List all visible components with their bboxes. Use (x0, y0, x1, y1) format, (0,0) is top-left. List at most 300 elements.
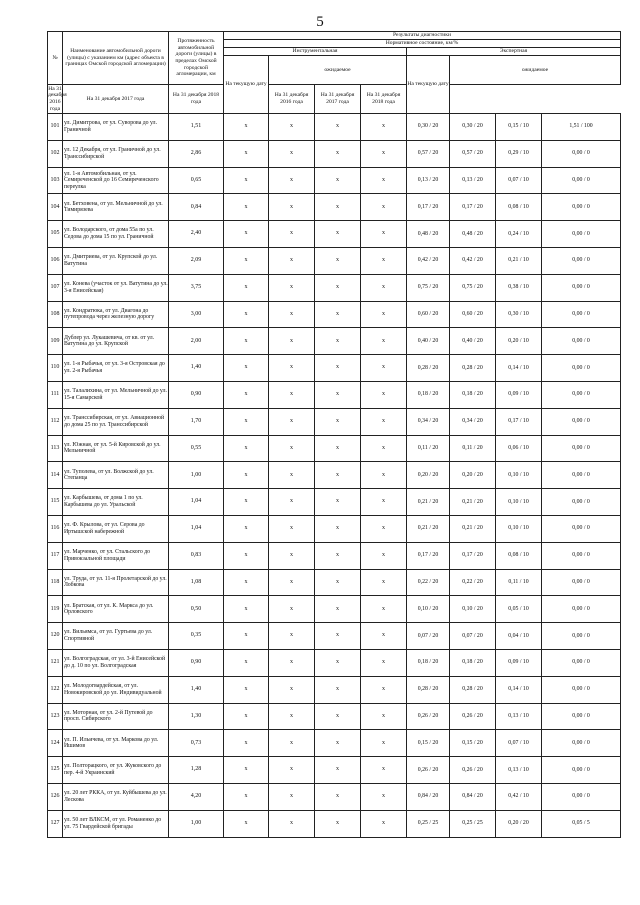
instr-current: x (224, 328, 269, 355)
expert-2016: 0,42 / 20 (450, 247, 496, 274)
expert-current: 0,21 / 20 (407, 515, 450, 542)
instr-2017: x (315, 649, 361, 676)
instr-current: x (224, 810, 269, 837)
road-name: ул. Димитрова, от ул. Суворова до ул. Граничной (63, 114, 169, 141)
instr-current: x (224, 435, 269, 462)
expert-2016: 0,40 / 20 (450, 328, 496, 355)
road-length: 3,75 (169, 274, 224, 301)
road-length: 3,00 (169, 301, 224, 328)
expert-2018: 0,00 / 0 (542, 274, 621, 301)
instr-2016: x (269, 355, 315, 382)
row-number: 122 (48, 676, 63, 703)
instr-current: x (224, 649, 269, 676)
instr-current: x (224, 408, 269, 435)
expert-2018: 0,00 / 0 (542, 140, 621, 167)
row-number: 112 (48, 408, 63, 435)
row-number: 105 (48, 221, 63, 248)
instr-2018: x (361, 649, 407, 676)
road-length: 1,40 (169, 676, 224, 703)
row-number: 119 (48, 596, 63, 623)
instr-2017: x (315, 783, 361, 810)
expert-2016: 0,11 / 20 (450, 435, 496, 462)
road-name: ул. 12 Декабря, от ул. Граничной до ул. Транссибирской (63, 140, 169, 167)
road-name: ул. Транссибирская, от ул. Авиационной до дома 25 по ул. Транссибирской (63, 408, 169, 435)
row-number: 120 (48, 623, 63, 650)
instr-current: x (224, 221, 269, 248)
header-number: № (48, 32, 63, 85)
instr-2016: x (269, 381, 315, 408)
table-row (48, 649, 621, 676)
instr-current: x (224, 542, 269, 569)
instr-2018: x (361, 247, 407, 274)
expert-2017: 0,09 / 10 (496, 649, 542, 676)
expert-2018: 0,00 / 0 (542, 623, 621, 650)
expert-current: 0,17 / 20 (407, 542, 450, 569)
expert-2018: 0,00 / 0 (542, 408, 621, 435)
expert-2017: 0,13 / 10 (496, 703, 542, 730)
instr-2018: x (361, 623, 407, 650)
expert-current: 0,40 / 20 (407, 328, 450, 355)
expert-2016: 0,60 / 20 (450, 301, 496, 328)
table-row (48, 355, 621, 382)
instr-2018: x (361, 783, 407, 810)
instr-2016: x (269, 489, 315, 516)
instr-2016: x (269, 194, 315, 221)
row-number: 101 (48, 114, 63, 141)
instr-current: x (224, 757, 269, 784)
table-row (48, 435, 621, 462)
instr-2018: x (361, 489, 407, 516)
table-row (48, 221, 621, 248)
road-name: ул. Моторная, от ул. 2-й Путевой до просп. Сибирского (63, 703, 169, 730)
expert-2016: 0,84 / 20 (450, 783, 496, 810)
road-name: ул. Волгоградская, от ул. 3-й Енисейской до д. 10 по ул. Волгоградская (63, 649, 169, 676)
expert-2018: 0,00 / 0 (542, 221, 621, 248)
instr-2016: x (269, 596, 315, 623)
expert-current: 0,11 / 20 (407, 435, 450, 462)
instr-2017: x (315, 408, 361, 435)
expert-2017: 0,14 / 10 (496, 355, 542, 382)
road-name: ул. 1-я Рыбачья, от ул. 3-я Островская до ул. 2-я Рыбачья (63, 355, 169, 382)
instr-2017: x (315, 730, 361, 757)
table-row (48, 542, 621, 569)
expert-2016: 0,17 / 20 (450, 542, 496, 569)
expert-2017: 0,10 / 10 (496, 515, 542, 542)
instr-current: x (224, 462, 269, 489)
expert-2018: 0,00 / 0 (542, 515, 621, 542)
row-number: 104 (48, 194, 63, 221)
road-name: ул. Братская, от ул. К. Маркса до ул. Орловского (63, 596, 169, 623)
table-row (48, 489, 621, 516)
expert-2017: 0,06 / 10 (496, 435, 542, 462)
expert-2017: 0,29 / 10 (496, 140, 542, 167)
instr-2017: x (315, 596, 361, 623)
table-row (48, 810, 621, 837)
expert-2016: 0,28 / 20 (450, 355, 496, 382)
instr-2018: x (361, 381, 407, 408)
instr-2018: x (361, 301, 407, 328)
header-results: Результаты диагностики (224, 32, 621, 40)
road-name: ул. 20 лет РККА, от ул. Куйбышева до ул. Лескова (63, 783, 169, 810)
expert-2017: 0,07 / 10 (496, 730, 542, 757)
instr-current: x (224, 569, 269, 596)
header-instr-2016: На 31 декабря 2016 года (48, 85, 67, 112)
expert-2016: 0,25 / 25 (450, 810, 496, 837)
road-length: 2,09 (169, 247, 224, 274)
expert-2018: 0,00 / 0 (542, 730, 621, 757)
expert-2017: 0,38 / 10 (496, 274, 542, 301)
header-instr-current: На текущую дату (224, 56, 269, 114)
expert-current: 0,60 / 20 (407, 301, 450, 328)
expert-2017: 0,07 / 10 (496, 167, 542, 194)
expert-2017: 0,13 / 10 (496, 757, 542, 784)
road-length: 0,83 (169, 542, 224, 569)
road-length: 0,90 (169, 649, 224, 676)
instr-2018: x (361, 221, 407, 248)
instr-2016: x (269, 167, 315, 194)
table-row (48, 596, 621, 623)
instr-2018: x (361, 435, 407, 462)
expert-2017: 0,17 / 10 (496, 408, 542, 435)
instr-current: x (224, 676, 269, 703)
row-number: 117 (48, 542, 63, 569)
expert-2017: 0,08 / 10 (496, 194, 542, 221)
instr-2017: x (315, 167, 361, 194)
expert-2017: 0,10 / 10 (496, 462, 542, 489)
road-length: 1,30 (169, 703, 224, 730)
expert-current: 0,28 / 20 (407, 676, 450, 703)
table-row (48, 247, 621, 274)
expert-2016: 0,34 / 20 (450, 408, 496, 435)
expert-2016: 0,10 / 20 (450, 596, 496, 623)
table-row (48, 114, 621, 141)
instr-2017: x (315, 355, 361, 382)
expert-current: 0,30 / 20 (407, 114, 450, 141)
road-name: ул. Марченко, от ул. Стальского до Привокзальной площади (63, 542, 169, 569)
expert-2018: 0,00 / 0 (542, 676, 621, 703)
road-length: 0,84 (169, 194, 224, 221)
instr-current: x (224, 730, 269, 757)
road-name: Дублер ул. Лукашевича, от кв. от ул. Ватутина до ул. Крупской (63, 328, 169, 355)
table-row (48, 194, 621, 221)
instr-current: x (224, 355, 269, 382)
instr-2016: x (269, 408, 315, 435)
road-length: 1,51 (169, 114, 224, 141)
instr-2016: x (269, 730, 315, 757)
expert-current: 0,84 / 20 (407, 783, 450, 810)
instr-2017: x (315, 194, 361, 221)
road-length: 1,40 (169, 355, 224, 382)
header-length: Протяженность автомобильной дороги (улицы) в пределах Омской городской агломерации, км (169, 32, 224, 85)
expert-2017: 0,10 / 10 (496, 489, 542, 516)
instr-2016: x (269, 757, 315, 784)
instr-current: x (224, 274, 269, 301)
table-row (48, 462, 621, 489)
road-length: 1,28 (169, 757, 224, 784)
header-exp-2016: На 31 декабря 2016 года (269, 85, 315, 114)
instr-2018: x (361, 810, 407, 837)
expert-current: 0,18 / 20 (407, 381, 450, 408)
expert-2018: 0,00 / 0 (542, 757, 621, 784)
instr-2018: x (361, 596, 407, 623)
instr-current: x (224, 247, 269, 274)
instr-2016: x (269, 649, 315, 676)
road-length: 1,08 (169, 569, 224, 596)
instr-2018: x (361, 140, 407, 167)
instr-2017: x (315, 703, 361, 730)
expert-2018: 0,00 / 0 (542, 489, 621, 516)
expert-current: 0,20 / 20 (407, 462, 450, 489)
instr-2017: x (315, 247, 361, 274)
road-name: ул. 1-я Автомобильная, от ул. Семиреченской до 16 Семиреченского переулка (63, 167, 169, 194)
road-length: 1,00 (169, 810, 224, 837)
road-name: ул. Полторацкого, от ул. Жуковского до пер. 4-й Украинский (63, 757, 169, 784)
expert-2016: 0,20 / 20 (450, 462, 496, 489)
header-normative: Нормативное состояние, км/% (224, 40, 621, 48)
table-row (48, 730, 621, 757)
instr-2018: x (361, 408, 407, 435)
instr-2017: x (315, 301, 361, 328)
instr-2016: x (269, 542, 315, 569)
road-length: 0,55 (169, 435, 224, 462)
row-number: 113 (48, 435, 63, 462)
expert-2018: 0,00 / 0 (542, 381, 621, 408)
table-row (48, 623, 621, 650)
road-name: ул. Туполева, от ул. Волжской до ул. Степанца (63, 462, 169, 489)
road-length: 0,73 (169, 730, 224, 757)
expert-2018: 0,00 / 0 (542, 569, 621, 596)
expert-2018: 0,00 / 0 (542, 703, 621, 730)
row-number: 103 (48, 167, 63, 194)
instr-2017: x (315, 569, 361, 596)
road-name: ул. Дмитриева, от ул. Крупской до ул. Ватутина (63, 247, 169, 274)
expert-2018: 0,05 / 5 (542, 810, 621, 837)
header-exp-expected: ожидаемое (450, 56, 621, 85)
row-number: 124 (48, 730, 63, 757)
instr-current: x (224, 114, 269, 141)
road-name: ул. П. Ильичева, от ул. Маркова до ул. Ишимов (63, 730, 169, 757)
instr-2017: x (315, 462, 361, 489)
header-exp-current: На текущую дату (407, 56, 450, 114)
expert-2018: 0,00 / 0 (542, 194, 621, 221)
instr-2018: x (361, 355, 407, 382)
header-expert: Экспертная (407, 48, 621, 56)
expert-current: 0,34 / 20 (407, 408, 450, 435)
road-name: ул. Кондратюка, от ул. Диагона до путепровода через железную дорогу (63, 301, 169, 328)
expert-2016: 0,26 / 20 (450, 703, 496, 730)
road-name: ул. Бетховена, от ул. Мельничной до ул. Тимирязева (63, 194, 169, 221)
diagnostics-table (47, 31, 621, 838)
road-name: ул. Труда, от ул. 11-я Пролетарской до ул. Лобкова (63, 569, 169, 596)
header-exp-2017: На 31 декабря 2017 года (315, 85, 361, 114)
instr-2018: x (361, 274, 407, 301)
instr-2017: x (315, 757, 361, 784)
road-name: ул. Вильямса, от ул. Гуртьева до ул. Спортивной (63, 623, 169, 650)
expert-2016: 0,18 / 20 (450, 649, 496, 676)
expert-current: 0,42 / 20 (407, 247, 450, 274)
expert-current: 0,07 / 20 (407, 623, 450, 650)
expert-2016: 0,15 / 20 (450, 730, 496, 757)
expert-2017: 0,30 / 10 (496, 301, 542, 328)
table-row (48, 140, 621, 167)
table-row (48, 783, 621, 810)
instr-current: x (224, 301, 269, 328)
instr-current: x (224, 703, 269, 730)
table-body (48, 114, 621, 838)
expert-2018: 0,00 / 0 (542, 328, 621, 355)
road-length: 1,04 (169, 515, 224, 542)
road-length: 0,65 (169, 167, 224, 194)
table-row (48, 328, 621, 355)
table-row (48, 515, 621, 542)
expert-current: 0,13 / 20 (407, 167, 450, 194)
row-number: 121 (48, 649, 63, 676)
instr-2017: x (315, 114, 361, 141)
road-name: ул. Карбышева, от дома 1 по ул. Карбышева до ул. Уральской (63, 489, 169, 516)
instr-2018: x (361, 167, 407, 194)
expert-2018: 0,00 / 0 (542, 462, 621, 489)
instr-2016: x (269, 140, 315, 167)
instr-current: x (224, 167, 269, 194)
instr-2016: x (269, 247, 315, 274)
expert-2016: 0,48 / 20 (450, 221, 496, 248)
header-exp-2018: На 31 декабря 2018 года (361, 85, 407, 114)
instr-current: x (224, 381, 269, 408)
expert-2016: 0,57 / 20 (450, 140, 496, 167)
header-instr-expected: ожидаемое (269, 56, 407, 85)
instr-2016: x (269, 301, 315, 328)
header-instrumental: Инструментальная (224, 48, 407, 56)
row-number: 118 (48, 569, 63, 596)
expert-current: 0,28 / 20 (407, 355, 450, 382)
instr-2017: x (315, 810, 361, 837)
expert-current: 0,25 / 25 (407, 810, 450, 837)
expert-2018: 0,00 / 0 (542, 167, 621, 194)
road-name: ул. Талалихина, от ул. Мельничной до ул. 15-я Самарской (63, 381, 169, 408)
row-number: 109 (48, 328, 63, 355)
instr-2018: x (361, 757, 407, 784)
row-number: 116 (48, 515, 63, 542)
instr-current: x (224, 489, 269, 516)
row-number: 126 (48, 783, 63, 810)
expert-current: 0,48 / 20 (407, 221, 450, 248)
instr-2017: x (315, 435, 361, 462)
road-name: ул. 50 лет ВЛКСМ, от ул. Романенко до ул. 75 Гвардейской бригады (63, 810, 169, 837)
expert-current: 0,75 / 20 (407, 274, 450, 301)
expert-2016: 0,21 / 20 (450, 515, 496, 542)
instr-2016: x (269, 328, 315, 355)
expert-2016: 0,18 / 20 (450, 381, 496, 408)
expert-current: 0,18 / 20 (407, 649, 450, 676)
row-number: 111 (48, 381, 63, 408)
instr-2016: x (269, 515, 315, 542)
table-row (48, 408, 621, 435)
instr-2016: x (269, 703, 315, 730)
expert-2018: 0,00 / 0 (542, 247, 621, 274)
expert-current: 0,10 / 20 (407, 596, 450, 623)
road-name: ул. Южная, от ул. 5-й Кировской до ул. Мельничной (63, 435, 169, 462)
expert-2016: 0,30 / 20 (450, 114, 496, 141)
instr-2018: x (361, 676, 407, 703)
instr-2017: x (315, 515, 361, 542)
instr-2018: x (361, 328, 407, 355)
instr-2018: x (361, 542, 407, 569)
expert-current: 0,26 / 20 (407, 757, 450, 784)
expert-2017: 0,11 / 10 (496, 569, 542, 596)
instr-current: x (224, 194, 269, 221)
expert-2018: 0,00 / 0 (542, 435, 621, 462)
road-name: ул. Ф. Крылова, от ул. Серова до Иртышской набережной (63, 515, 169, 542)
road-name: ул. Молодогвардейская, от ул. Новокировской до ул. Индивидуальной (63, 676, 169, 703)
road-name: ул. Конева (участок от ул. Ватутина до ул. 3-я Енисейская) (63, 274, 169, 301)
instr-2018: x (361, 114, 407, 141)
road-length: 1,70 (169, 408, 224, 435)
road-length: 2,86 (169, 140, 224, 167)
road-length: 2,40 (169, 221, 224, 248)
page-number: 5 (316, 14, 324, 30)
table-row (48, 569, 621, 596)
table-header (48, 32, 621, 114)
instr-2017: x (315, 381, 361, 408)
expert-2016: 0,75 / 20 (450, 274, 496, 301)
instr-2016: x (269, 676, 315, 703)
instr-current: x (224, 140, 269, 167)
expert-2016: 0,21 / 20 (450, 489, 496, 516)
instr-current: x (224, 515, 269, 542)
road-length: 1,04 (169, 489, 224, 516)
expert-2018: 0,00 / 0 (542, 355, 621, 382)
instr-2017: x (315, 328, 361, 355)
instr-2018: x (361, 730, 407, 757)
table-row (48, 381, 621, 408)
expert-2016: 0,17 / 20 (450, 194, 496, 221)
instr-current: x (224, 623, 269, 650)
instr-2016: x (269, 623, 315, 650)
expert-2017: 0,08 / 10 (496, 542, 542, 569)
table-row (48, 167, 621, 194)
road-length: 0,50 (169, 596, 224, 623)
road-length: 1,00 (169, 462, 224, 489)
instr-2017: x (315, 140, 361, 167)
instr-2016: x (269, 274, 315, 301)
expert-2018: 0,00 / 0 (542, 596, 621, 623)
instr-2018: x (361, 515, 407, 542)
header-instr-2017: На 31 декабря 2017 года (63, 85, 169, 114)
expert-2017: 0,14 / 10 (496, 676, 542, 703)
instr-2016: x (269, 221, 315, 248)
row-number: 125 (48, 757, 63, 784)
row-number: 115 (48, 489, 63, 516)
expert-2017: 0,20 / 20 (496, 810, 542, 837)
header-instr-2018: На 31 декабря 2018 года (169, 85, 224, 114)
expert-2017: 0,09 / 10 (496, 381, 542, 408)
instr-2017: x (315, 623, 361, 650)
row-number: 102 (48, 140, 63, 167)
road-length: 2,00 (169, 328, 224, 355)
expert-current: 0,21 / 20 (407, 489, 450, 516)
expert-current: 0,57 / 20 (407, 140, 450, 167)
expert-2016: 0,28 / 20 (450, 676, 496, 703)
expert-2018: 0,00 / 0 (542, 649, 621, 676)
instr-2016: x (269, 114, 315, 141)
table-row (48, 274, 621, 301)
expert-2017: 0,05 / 10 (496, 596, 542, 623)
header-road-name: Наименование автомобильной дороги (улицы) с указанием км (адрес объекта в границах Омской городской агломерации) (63, 32, 169, 85)
row-number: 123 (48, 703, 63, 730)
instr-2016: x (269, 462, 315, 489)
road-length: 0,90 (169, 381, 224, 408)
instr-2017: x (315, 489, 361, 516)
